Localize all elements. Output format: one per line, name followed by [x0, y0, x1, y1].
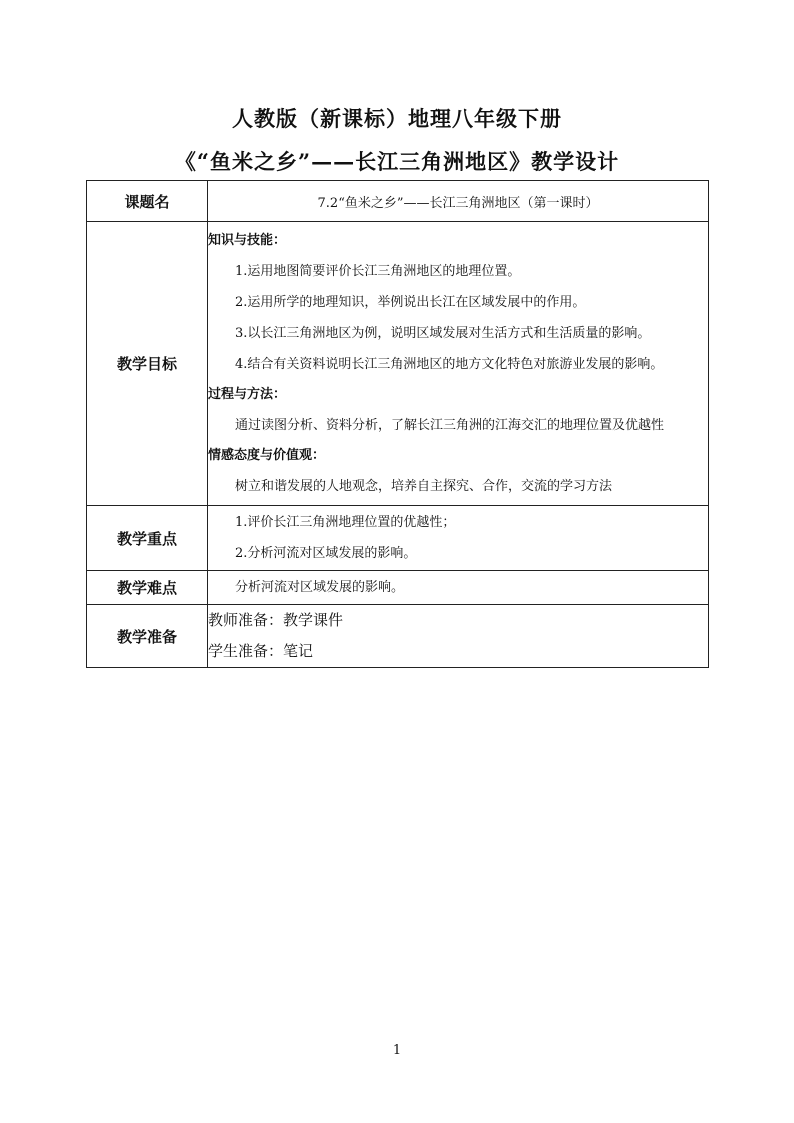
table-row-goals [87, 222, 709, 506]
difficulty-text: 分析河流对区域发展的影响。 [235, 580, 405, 595]
process-text: 通过读图分析、资料分析，了解长江三角洲的江海交汇的地理位置及优越性 [235, 417, 665, 433]
difficulty-label: 教学难点 [87, 571, 208, 605]
student-preparation: 学生准备：笔记 [208, 642, 314, 660]
knowledge-item: 4.结合有关资料说明长江三角洲地区的地方文化特色对旅游业发展的影响。 [235, 356, 664, 372]
knowledge-item: 1.运用地图简要评价长江三角洲地区的地理位置。 [235, 263, 521, 279]
preparation-content [208, 605, 709, 668]
teacher-preparation: 教师准备：教学课件 [208, 611, 344, 629]
knowledge-item: 2.运用所学的地理知识，举例说出长江在区域发展中的作用。 [235, 294, 586, 310]
key-points-label: 教学重点 [87, 506, 208, 571]
table-row-topic [87, 181, 709, 222]
emotion-text: 树立和谐发展的人地观念，培养自主探究、合作，交流的学习方法 [235, 478, 613, 494]
table-row-key-points [87, 506, 709, 571]
preparation-label: 教学准备 [87, 605, 208, 668]
key-point-item: 1.评价长江三角洲地理位置的优越性； [235, 515, 456, 530]
topic-value: 7.2“鱼米之乡”——长江三角洲地区（第一课时） [208, 181, 709, 222]
document-title: 人教版（新课标）地理八年级下册 [232, 106, 562, 131]
difficulty-content [208, 571, 709, 605]
table-row-difficulty [87, 571, 709, 605]
lesson-plan-table [86, 180, 709, 668]
key-points-content [208, 506, 709, 571]
table-row-preparation [87, 605, 709, 668]
goals-label: 教学目标 [87, 222, 208, 506]
process-heading: 过程与方法： [208, 386, 287, 402]
emotion-heading: 情感态度与价值观： [208, 447, 326, 463]
key-point-item: 2.分析河流对区域发展的影响。 [235, 546, 417, 561]
knowledge-heading: 知识与技能： [208, 232, 287, 248]
knowledge-item: 3.以长江三角洲地区为例，说明区域发展对生活方式和生活质量的影响。 [235, 325, 651, 341]
topic-label: 课题名 [87, 181, 208, 222]
document-subtitle: 《“鱼米之乡”——长江三角洲地区》教学设计 [174, 149, 620, 174]
page-number: 1 [392, 1043, 402, 1058]
goals-content [208, 222, 709, 506]
